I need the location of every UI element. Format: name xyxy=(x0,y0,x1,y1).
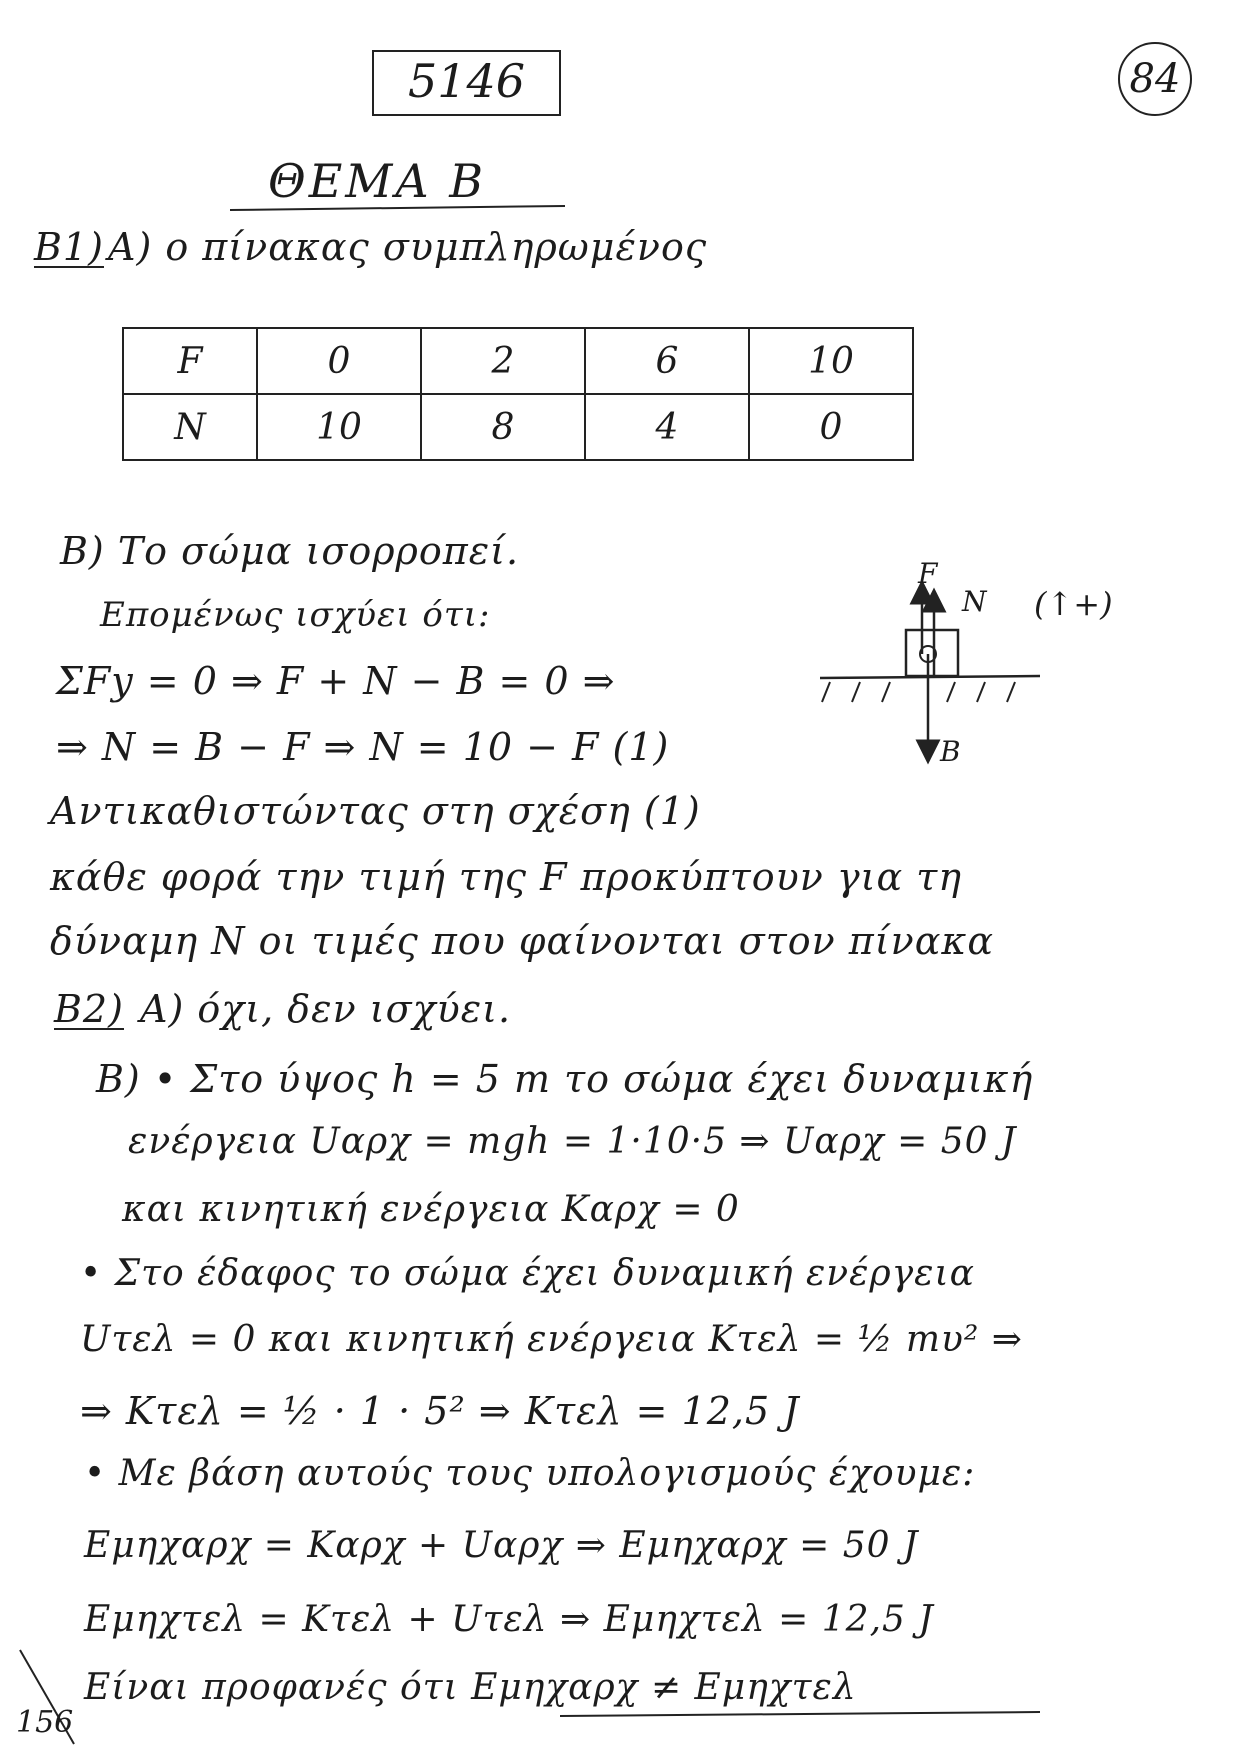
b1-part-b-line: Αντικαθιστώντας στη σχέση (1) xyxy=(50,789,701,833)
page-number: 156 xyxy=(16,1705,74,1740)
diagram-label-n: N xyxy=(962,585,987,618)
b1-part-b-line: Επομένως ισχύει ότι: xyxy=(100,595,491,635)
b1-label: B1) xyxy=(34,225,104,269)
table-cell: 6 xyxy=(585,328,749,394)
b1-part-a: A) ο πίνακας συμπληρωμένος xyxy=(108,225,708,269)
table-cell: N xyxy=(123,394,257,460)
b2-line: ενέργεια Uαρχ = mgh = 1·10·5 ⇒ Uαρχ = 50 J xyxy=(128,1121,1017,1162)
b1-part-b-line: ΣFy = 0 ⇒ F + N − B = 0 ⇒ xyxy=(56,659,616,703)
b1-part-b-line: ⇒ N = B − F ⇒ N = 10 − F (1) xyxy=(56,725,670,769)
b2-line: A) όχι, δεν ισχύει. xyxy=(140,987,512,1031)
b2-line: Eμηχαρχ = Kαρχ + Uαρχ ⇒ Eμηχαρχ = 50 J xyxy=(84,1525,919,1566)
section-title: ΘΕΜΑ Β xyxy=(268,154,487,208)
b2-line: • Με βάση αυτούς τους υπολογισμούς έχουμε: xyxy=(84,1453,976,1494)
b2-label: B2) xyxy=(54,987,124,1031)
table-cell: F xyxy=(123,328,257,394)
b1-part-b-line: κάθε φορά την τιμή της F προκύπτουν για τη xyxy=(50,855,963,899)
table-cell: 2 xyxy=(421,328,585,394)
b2-line: Είναι προφανές ότι Eμηχαρχ ≠ Eμηχτελ xyxy=(84,1667,857,1708)
table-cell: 10 xyxy=(257,394,421,460)
exercise-code: 5146 xyxy=(372,50,561,116)
b2-line: • Στο έδαφος το σώμα έχει δυναμική ενέργεια xyxy=(80,1253,975,1294)
b2-line: Uτελ = 0 και κινητική ενέργεια Kτελ = ½ mυ² ⇒ xyxy=(80,1319,1023,1360)
b2-line: ⇒ Kτελ = ½ · 1 · 5² ⇒ Kτελ = 12,5 J xyxy=(80,1389,800,1433)
table-cell: 0 xyxy=(749,394,913,460)
table-cell: 10 xyxy=(749,328,913,394)
table-cell: 0 xyxy=(257,328,421,394)
b1-part-b-line: δύναμη N οι τιμές που φαίνονται στον πίνακα xyxy=(50,919,995,963)
diagram-label-b: B xyxy=(940,735,961,768)
table-cell: 8 xyxy=(421,394,585,460)
b2-line: B) • Στο ύψος h = 5 m το σώμα έχει δυναμική xyxy=(96,1057,1034,1101)
diagram-sign-convention: (↑+) xyxy=(1034,585,1113,623)
b1-part-b-line: B) Το σώμα ισορροπεί. xyxy=(60,529,520,573)
b2-line: και κινητική ενέργεια Kαρχ = 0 xyxy=(122,1189,740,1230)
page-circle-number: 84 xyxy=(1118,42,1192,116)
diagram-label-f: F xyxy=(918,557,938,590)
table-cell: 4 xyxy=(585,394,749,460)
b2-line: Eμηχτελ = Kτελ + Uτελ ⇒ Eμηχτελ = 12,5 J xyxy=(84,1599,934,1640)
